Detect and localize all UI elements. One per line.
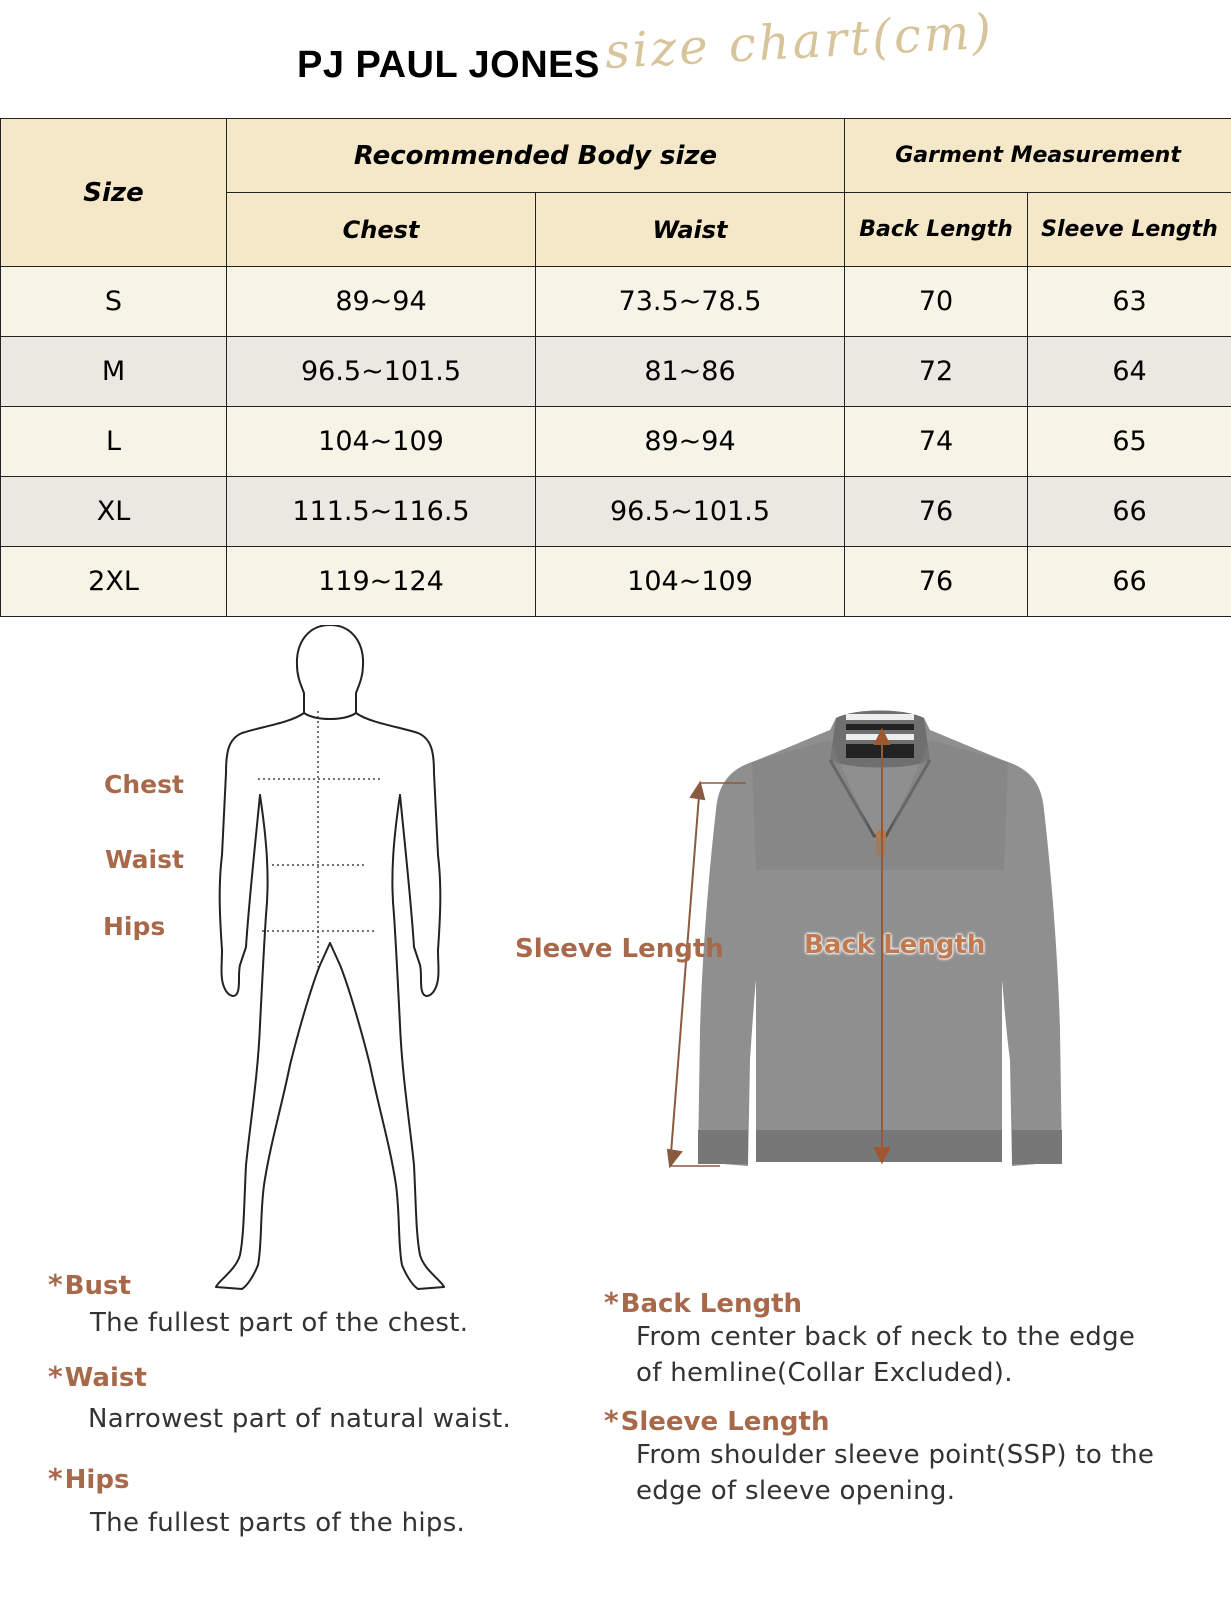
- chest-cell: 89~94: [227, 267, 536, 337]
- body-size-group-header: Recommended Body size: [227, 119, 845, 193]
- back-length-cell: 76: [845, 477, 1028, 547]
- hips-label: Hips: [103, 912, 166, 941]
- size-cell: 2XL: [1, 547, 227, 617]
- chest-header: Chest: [227, 193, 536, 267]
- sleeve-length-label: Sleeve Length: [515, 934, 724, 964]
- back-length-cell: 74: [845, 407, 1028, 477]
- waist-cell: 73.5~78.5: [536, 267, 845, 337]
- back-length-heading: Back Length: [620, 1289, 803, 1319]
- size-cell: XL: [1, 477, 227, 547]
- table-row: [1, 547, 1231, 617]
- bust-text: The fullest part of the chest.: [90, 1308, 469, 1338]
- asterisk: *: [48, 1268, 63, 1301]
- bust-heading: Bust: [64, 1271, 131, 1301]
- sleeve-length-cell: 63: [1028, 267, 1231, 337]
- table-row: [1, 337, 1231, 407]
- asterisk: *: [604, 1404, 619, 1437]
- back-length-cell: 70: [845, 267, 1028, 337]
- sleeve-length-definition: [604, 1404, 1154, 1509]
- brand-name: PJ PAUL JONES: [297, 44, 600, 86]
- asterisk: *: [604, 1286, 619, 1319]
- chest-label: Chest: [104, 770, 184, 799]
- back-length-text-1: From center back of neck to the edge: [636, 1322, 1136, 1352]
- hips-text: The fullest parts of the hips.: [90, 1508, 466, 1538]
- size-cell: M: [1, 337, 227, 407]
- waist-text: Narrowest part of natural waist.: [88, 1404, 512, 1434]
- back-length-label: Back Length: [804, 930, 986, 960]
- back-length-cell: 76: [845, 547, 1028, 617]
- sleeve-length-heading: Sleeve Length: [620, 1407, 830, 1437]
- waist-cell: 89~94: [536, 407, 845, 477]
- size-header: Size: [1, 119, 227, 267]
- waist-definition: [48, 1360, 511, 1437]
- back-length-cell: 72: [845, 337, 1028, 407]
- size-table: [0, 118, 1231, 617]
- waist-cell: 96.5~101.5: [536, 477, 845, 547]
- sleeve-length-header: Sleeve Length: [1028, 193, 1231, 267]
- size-chart-script: size chart(cm): [603, 3, 996, 80]
- chest-cell: 111.5~116.5: [227, 477, 536, 547]
- sleeve-length-cell: 66: [1028, 477, 1231, 547]
- chest-cell: 104~109: [227, 407, 536, 477]
- sleeve-length-cell: 66: [1028, 547, 1231, 617]
- asterisk: *: [48, 1462, 63, 1495]
- waist-cell: 104~109: [536, 547, 845, 617]
- sleeve-length-text-1: From shoulder sleeve point(SSP) to the: [636, 1440, 1155, 1470]
- waist-header: Waist: [536, 193, 845, 267]
- waist-heading: Waist: [64, 1363, 147, 1393]
- sleeve-length-text-2: edge of sleeve opening.: [636, 1476, 956, 1506]
- hips-heading: Hips: [64, 1465, 130, 1495]
- asterisk: *: [48, 1360, 63, 1393]
- back-length-definition: [604, 1286, 1135, 1391]
- waist-cell: 81~86: [536, 337, 845, 407]
- table-row: [1, 477, 1231, 547]
- waist-label: Waist: [105, 845, 184, 874]
- sleeve-length-cell: 65: [1028, 407, 1231, 477]
- table-row: [1, 407, 1231, 477]
- table-row: [1, 267, 1231, 337]
- chest-cell: 119~124: [227, 547, 536, 617]
- back-length-text-2: of hemline(Collar Excluded).: [636, 1358, 1013, 1388]
- chest-cell: 96.5~101.5: [227, 337, 536, 407]
- body-outline-figure: [200, 625, 460, 1295]
- size-cell: L: [1, 407, 227, 477]
- hips-definition: [48, 1462, 465, 1541]
- bust-definition: [48, 1268, 468, 1341]
- back-length-header: Back Length: [845, 193, 1028, 267]
- garment-group-header: Garment Measurement: [845, 119, 1231, 193]
- chart-title: [0, 3, 1231, 108]
- sleeve-length-cell: 64: [1028, 337, 1231, 407]
- size-cell: S: [1, 267, 227, 337]
